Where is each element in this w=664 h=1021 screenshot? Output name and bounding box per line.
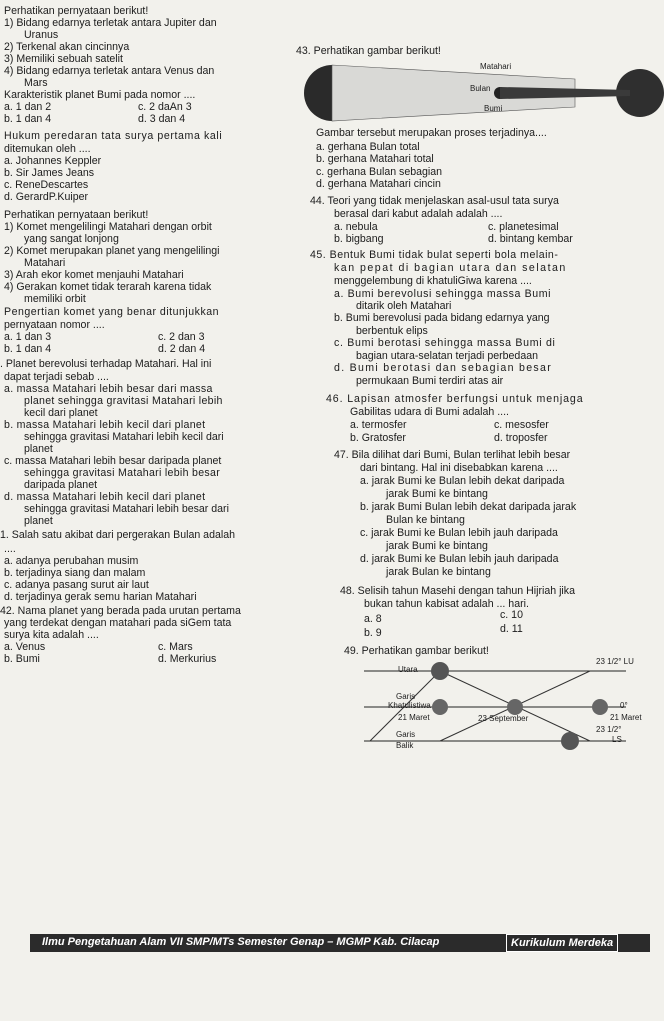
option-a: a. nebula [334, 221, 378, 233]
option-b: b. gerhana Matahari total [316, 153, 434, 165]
figure-label: 21 Maret [398, 713, 430, 722]
option-a: a. Johannes Keppler [4, 155, 102, 167]
option-a: a. massa Matahari lebih besar dari massa [4, 383, 213, 395]
option-b-cont: berbentuk elips [356, 325, 428, 337]
statement-2-cont: Matahari [24, 257, 66, 269]
footer-text: Ilmu Pengetahuan Alam VII SMP/MTs Semester Genap – MGMP Kab. Cilacap [42, 936, 440, 948]
option-d-cont: jarak Bulan ke bintang [386, 566, 491, 578]
option-a: a. 1 dan 3 [4, 331, 52, 343]
option-d: d. Bumi berotasi dan sebagian besar [334, 362, 553, 374]
question-text: Pengertian komet yang benar ditunjukkan [4, 306, 220, 318]
statement-1-cont: yang sangat lonjong [24, 233, 119, 245]
option-d: d. Merkurius [158, 653, 217, 665]
sun-december [561, 732, 579, 750]
option-c: c. 2 daAn 3 [138, 101, 192, 113]
option-a: a. gerhana Bulan total [316, 141, 420, 153]
option-c: c. adanya pasang surut air laut [4, 579, 149, 591]
figure-label: 21 Maret [610, 713, 642, 722]
question-text-cont: menggelembung di khatuliGiwa karena .... [334, 275, 532, 287]
option-b: b. terjadinya siang dan malam [4, 567, 146, 579]
option-d: d. GerardP.Kuiper [4, 191, 89, 203]
question-43-title: 43. Perhatikan gambar berikut! [296, 45, 441, 57]
statement-4-cont: memiliki orbit [24, 293, 86, 305]
figure-label: Garis [396, 730, 416, 739]
option-a-cont: kecil dari planet [24, 407, 98, 419]
option-b: b. 9 [364, 627, 382, 639]
statement-3: 3) Memiliki sebuah satelit [4, 53, 123, 65]
curriculum-badge: Kurikulum Merdeka [506, 934, 618, 952]
option-d: d. 2 dan 4 [158, 343, 206, 355]
statement-1-cont: Uranus [24, 29, 59, 41]
sun-september [507, 699, 523, 715]
option-d: d. troposfer [494, 432, 548, 444]
question-text: Karakteristik planet Bumi pada nomor .... [4, 89, 196, 101]
option-b: b. 1 dan 4 [4, 113, 52, 125]
instruction-text: Perhatikan pernyataan berikut! [4, 209, 149, 221]
question-49-title: 49. Perhatikan gambar berikut! [344, 645, 489, 657]
option-b: b. Gratosfer [350, 432, 406, 444]
option-c-cont: jarak Bumi ke bintang [386, 540, 488, 552]
option-d: d. bintang kembar [488, 233, 573, 245]
question-text-cont: dapat terjadi sebab .... [4, 371, 109, 383]
option-c-cont: sehingga gravitasi Matahari lebih besar [24, 467, 221, 479]
option-b: b. Bumi berevolusi pada bidang edarnya yang [334, 312, 550, 324]
question-text-cont: surya kita adalah .... [4, 629, 99, 641]
question-text-cont: pernyataan nomor .... [4, 319, 105, 331]
option-b-cont: planet [24, 443, 53, 455]
question-text: 47. Bila dilihat dari Bumi, Bulan terlihat lebih besar [334, 449, 571, 461]
option-a: a. Bumi berevolusi sehingga massa Bumi [334, 288, 552, 300]
option-b: b. massa Matahari lebih kecil dari planet [4, 419, 206, 431]
question-text-cont: yang terdekat dengan matahari pada siGem tata [4, 617, 232, 629]
option-d-cont: permukaan Bumi terdiri atas air [356, 375, 504, 387]
option-c: c. 10 [500, 609, 523, 621]
question-text: Gambar tersebut merupakan proses terjadinya.... [316, 127, 547, 139]
option-c-cont: bagian utara-selatan terjadi perbedaan [356, 350, 538, 362]
question-text: 48. Selisih tahun Masehi dengan tahun Hijriah jika [340, 585, 575, 597]
option-a: a. 1 dan 2 [4, 101, 52, 113]
option-a: a. adanya perubahan musim [4, 555, 139, 567]
option-b: b. bigbang [334, 233, 384, 245]
statement-2: 2) Komet merupakan planet yang mengelilingi [4, 245, 220, 257]
option-c: c. planetesimal [488, 221, 559, 233]
option-b: b. Bumi [4, 653, 40, 665]
option-b: b. 1 dan 4 [4, 343, 52, 355]
option-a: a. 8 [364, 613, 382, 625]
question-text-cont: dari bintang. Hal ini disebabkan karena .... [360, 462, 558, 474]
option-b-cont: Bulan ke bintang [386, 514, 465, 526]
sun-right [592, 699, 608, 715]
option-b: b. Sir James Jeans [4, 167, 95, 179]
figure-label: 0° [620, 701, 628, 710]
option-d: d. 3 dan 4 [138, 113, 186, 125]
option-d: d. 11 [500, 623, 523, 635]
figure-label: LS [612, 735, 622, 744]
option-b-cont: sehingga gravitasi Matahari lebih kecil dari [24, 431, 224, 443]
option-d-cont: sehingga gravitasi Matahari lebih besar dari [24, 503, 229, 515]
question-text: 1. Salah satu akibat dari pergerakan Bulan adalah [0, 529, 235, 541]
option-c: c. ReneDescartes [4, 179, 89, 191]
option-a-cont: ditarik oleh Matahari [356, 300, 452, 312]
figure-label: Utara [398, 665, 418, 674]
option-d: d. massa Matahari lebih kecil dari planet [4, 491, 206, 503]
question-text: 42. Nama planet yang berada pada urutan pertama [0, 605, 241, 617]
figure-label: Balik [396, 741, 414, 750]
question-text-cont: bukan tahun kabisat adalah ... hari. [364, 598, 529, 610]
statement-4: 4) Bidang edarnya terletak antara Venus dan [4, 65, 215, 77]
option-d-cont: planet [24, 515, 53, 527]
option-a-cont: jarak Bumi ke bintang [386, 488, 488, 500]
option-a: a. termosfer [350, 419, 407, 431]
question-text: 44. Teori yang tidak menjelaskan asal-usul tata surya [310, 195, 559, 207]
option-c-cont: daripada planet [24, 479, 98, 491]
figure-label: Bulan [470, 84, 491, 93]
instruction-text: Perhatikan pernyataan berikut! [4, 5, 149, 17]
option-c: c. mesosfer [494, 419, 549, 431]
figure-label: 23 1/2° LU [596, 657, 634, 666]
option-d: d. jarak Bumi ke Bulan lebih jauh daripada [360, 553, 559, 565]
sun-march [432, 699, 448, 715]
option-c: c. gerhana Bulan sebagian [316, 166, 443, 178]
option-c: c. jarak Bumi ke Bulan lebih jauh daripada [360, 527, 558, 539]
statement-3: 3) Arah ekor komet menjauhi Matahari [4, 269, 184, 281]
figure-label: Garis [396, 692, 416, 701]
question-text-cont: .... [4, 543, 16, 555]
statement-4: 4) Gerakan komet tidak terarah karena tidak [4, 281, 212, 293]
statement-4-cont: Mars [24, 77, 48, 89]
question-text: 45. Bentuk Bumi tidak bulat seperti bola melain- [310, 249, 559, 261]
option-a-cont: planet sehingga gravitasi Matahari lebih [24, 395, 223, 407]
option-a: a. jarak Bumi ke Bulan lebih dekat daripada [360, 475, 565, 487]
option-c: c. massa Matahari lebih besar daripada planet [4, 455, 222, 467]
option-b: b. jarak Bumi Bulan lebih dekat daripada jarak [360, 501, 577, 513]
figure-label: Khatulistiwa [388, 701, 431, 710]
option-a: a. Venus [4, 641, 46, 653]
figure-label: 23 1/2° [596, 725, 622, 734]
option-c: c. Mars [158, 641, 193, 653]
moon-shadow [500, 87, 630, 99]
figure-label: Bumi [484, 104, 503, 113]
figure-label: Matahari [480, 62, 512, 71]
question-text-cont: ditemukan oleh .... [4, 143, 91, 155]
option-c: c. 2 dan 3 [158, 331, 205, 343]
question-text: . Planet berevolusi terhadap Matahari. Hal ini [0, 358, 212, 370]
question-text: Hukum peredaran tata surya pertama kali [4, 130, 223, 142]
option-c: c. Bumi berotasi sehingga massa Bumi di [334, 337, 556, 349]
statement-2: 2) Terkenal akan cincinnya [4, 41, 130, 53]
question-text-cont: berasal dari kabut adalah adalah .... [334, 208, 503, 220]
sun-june [431, 662, 449, 680]
option-d: d. terjadinya gerak semu harian Matahari [4, 591, 197, 603]
question-text: 46. Lapisan atmosfer berfungsi untuk menjaga [326, 393, 584, 405]
question-text-cont: Gabilitas udara di Bumi adalah .... [350, 406, 509, 418]
statement-1: 1) Bidang edarnya terletak antara Jupiter dan [4, 17, 217, 29]
statement-1: 1) Komet mengelilingi Matahari dengan orbit [4, 221, 212, 233]
option-d: d. gerhana Matahari cincin [316, 178, 441, 190]
question-text-cont: kan pepat di bagian utara dan selatan [334, 262, 567, 274]
figure-label: 23 September [478, 714, 529, 723]
